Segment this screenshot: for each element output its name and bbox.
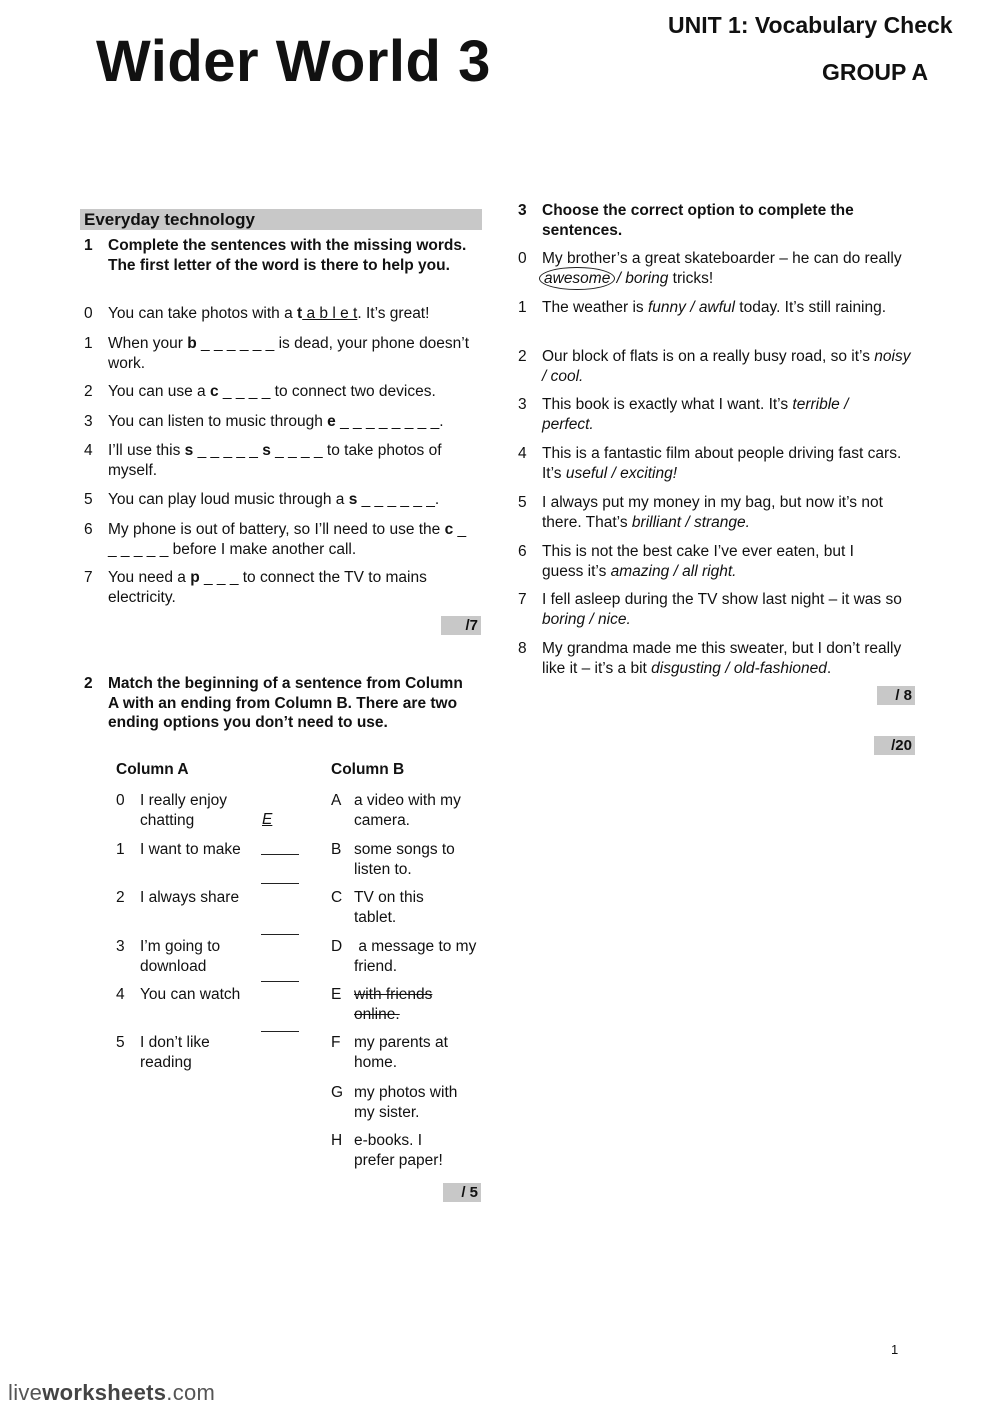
option-separator: / [681, 513, 694, 531]
option-separator: / [542, 367, 551, 385]
watermark-prefix: live [8, 1380, 43, 1405]
item-text: The weather is [542, 299, 648, 316]
answer-blank[interactable]: _ _ _ _ _ [193, 442, 263, 459]
answer-blank-line[interactable] [261, 981, 299, 982]
answer-blank-line[interactable] [261, 1031, 299, 1032]
item-text: a video with my camera. [354, 792, 461, 829]
item-text: . [439, 413, 444, 430]
ex1-item[interactable] [84, 441, 474, 481]
item-text: I’m going to download [140, 938, 221, 975]
item-text: I fell asleep during the TV show last night – it was so [542, 591, 902, 608]
watermark-suffix: .com [166, 1380, 216, 1405]
item-number: 0 [116, 792, 125, 809]
option-separator: / [585, 610, 599, 628]
item-number: 3 [518, 396, 527, 413]
item-number: 2 [518, 348, 527, 365]
item-number: 1 [84, 335, 93, 352]
answer-blank[interactable]: _ _ _ _ _ _ [357, 491, 435, 508]
watermark-bold: worksheets [42, 1380, 167, 1405]
option[interactable]: cool. [550, 367, 584, 385]
item-number: 5 [84, 491, 93, 508]
ex1-item[interactable] [84, 382, 474, 402]
item-text: tricks! [668, 269, 714, 287]
first-letter: s [348, 491, 358, 508]
item-number: 1 [116, 841, 125, 858]
ex2-score: / 5 [443, 1183, 481, 1202]
item-text: my photos with my sister. [354, 1084, 458, 1121]
item-number: 0 [518, 250, 527, 267]
item-number: 7 [84, 569, 93, 586]
option[interactable]: awful [698, 299, 735, 316]
item-text: You can use a [108, 383, 210, 400]
item-number: 5 [518, 494, 527, 511]
item-text: . [434, 491, 440, 508]
page-number: 1 [891, 1342, 899, 1357]
item-text: TV on this tablet. [354, 889, 424, 926]
ex1-number: 1 [84, 237, 93, 254]
item-number: 3 [116, 938, 125, 955]
option[interactable]: exciting! [620, 464, 678, 482]
option[interactable]: old-fashioned [733, 659, 827, 677]
circled-option: awesome [544, 269, 611, 287]
section-title: Everyday technology [80, 209, 482, 230]
item-text: to take photos of myself. [108, 442, 442, 479]
item-number: 1 [518, 299, 527, 316]
item-letter: G [331, 1084, 344, 1101]
item-letter: H [331, 1132, 343, 1149]
ex1-item[interactable] [84, 490, 474, 510]
item-text: I always share [140, 889, 240, 906]
answer-blank-line[interactable] [261, 854, 299, 855]
option[interactable]: terrible [792, 396, 840, 413]
answer-blank-line[interactable] [261, 883, 299, 884]
example-match-answer: E [262, 811, 273, 828]
item-text: to connect the TV to mains electricity. [108, 569, 427, 606]
item-number: 4 [84, 442, 93, 459]
item-text: When your [108, 335, 188, 352]
first-letter: b [187, 335, 197, 352]
item-number: 7 [518, 591, 527, 608]
ex2-instruction-text: Match the beginning of a sentence from Column A with an ending from Column B. There are two ending options you don’t need to use. [108, 675, 463, 731]
total-score: /20 [874, 736, 915, 755]
option[interactable]: noisy [874, 348, 911, 365]
ex1-item[interactable] [84, 334, 474, 374]
answer-blank-line[interactable] [261, 934, 299, 935]
answer-blank[interactable]: _ _ _ _ [218, 383, 271, 400]
ex1-item[interactable] [84, 568, 474, 608]
book-title: Wider World 3 [96, 29, 491, 94]
option[interactable]: perfect. [542, 415, 594, 433]
item-text: is dead, your phone doesn’t work. [108, 335, 470, 372]
item-number: 6 [518, 543, 527, 560]
answer-blank[interactable]: _ _ _ _ _ _ [196, 335, 275, 352]
item-number: 2 [116, 889, 125, 906]
item-text: You can take photos with a [108, 305, 298, 322]
item-text: I’ll use this [108, 442, 185, 459]
group-label: GROUP A [822, 59, 929, 85]
item-text: I always put my money in my bag, but now it’s not there. That’s [542, 494, 883, 531]
column-a-title: Column A [116, 761, 189, 778]
option-separator: / [685, 299, 699, 316]
item-text: a message to my friend. [354, 938, 481, 975]
item-number: 0 [84, 305, 93, 322]
unit-title: UNIT 1: Vocabulary Check [668, 12, 953, 38]
item-number: 4 [518, 445, 527, 462]
first-letter: e [327, 413, 336, 430]
option[interactable]: amazing [610, 562, 670, 580]
item-number: 2 [84, 383, 93, 400]
column-b-title: Column B [331, 761, 405, 778]
item-text: You can listen to music through [108, 413, 328, 430]
item-text: today. It’s still raining. [735, 299, 887, 316]
item-number: 6 [84, 521, 93, 538]
item-text: with friends online. [354, 986, 433, 1023]
ex1-item[interactable] [84, 520, 474, 560]
option[interactable]: funny [647, 299, 686, 316]
item-text: I don’t like reading [140, 1034, 210, 1071]
first-letter: c [444, 521, 454, 538]
item-number: 5 [116, 1034, 125, 1051]
ex3-instruction-text: Choose the correct option to complete the sentences. [542, 202, 854, 239]
ex1-item[interactable] [84, 412, 474, 432]
option[interactable]: disgusting [651, 659, 721, 677]
option[interactable]: nice. [598, 610, 631, 628]
item-text: to connect two devices. [270, 383, 436, 400]
option-separator: / [612, 269, 626, 287]
item-number: 8 [518, 640, 527, 657]
item-number: 4 [116, 986, 125, 1003]
item-number: 3 [84, 413, 93, 430]
option[interactable]: all right. [682, 562, 737, 580]
option-separator: / [669, 562, 683, 580]
first-letter: p [190, 569, 200, 586]
item-letter: A [331, 792, 342, 809]
answer-blank[interactable]: _ _ _ [199, 569, 239, 586]
option-separator: / [607, 464, 621, 482]
first-letter: t [297, 305, 303, 322]
example-answer: a b l e t [302, 305, 358, 322]
item-text: my parents at home. [354, 1034, 448, 1071]
item-text: You need a [108, 569, 191, 586]
item-text: I want to make [140, 841, 241, 858]
first-letter: s [184, 442, 194, 459]
option: boring [625, 269, 669, 287]
option[interactable]: strange. [693, 513, 750, 531]
item-text: This is a fantastic film about people driving fast cars. It’s [542, 445, 902, 482]
item-text: some songs to listen to. [354, 841, 455, 878]
item-letter: C [331, 889, 343, 906]
option-separator: / [839, 396, 849, 413]
item-letter: D [331, 938, 343, 955]
item-text: My phone is out of battery, so I’ll need to use the [108, 521, 445, 538]
item-text: I really enjoy chatting [140, 792, 228, 829]
item-text: This book is exactly what I want. It’s [542, 396, 793, 413]
first-letter: s [262, 442, 271, 459]
ex1-score: /7 [441, 616, 481, 635]
answer-blank[interactable]: _ _ _ _ _ _ _ _ [335, 413, 440, 430]
answer-blank[interactable]: _ _ _ _ _ _ [108, 521, 467, 558]
item-text: My brother’s a great skateboarder – he can do really [542, 250, 902, 267]
item-text: Our block of flats is on a really busy road, so it’s [542, 348, 875, 365]
ex1-instruction-text: Complete the sentences with the missing words. The first letter of the word is there to help you. [108, 237, 467, 274]
item-text: . [826, 659, 832, 677]
item-text: You can watch [140, 986, 241, 1003]
ex3-score: / 8 [877, 686, 915, 705]
ex2-number: 2 [84, 675, 93, 692]
item-text: e-books. I prefer paper! [354, 1132, 443, 1169]
option[interactable]: useful [565, 464, 608, 482]
item-text: This is not the best cake I’ve ever eaten, but I guess it’s [542, 543, 854, 580]
ex3-number: 3 [518, 202, 527, 219]
item-text: You can play loud music through a [108, 491, 349, 508]
item-text: before I make another call. [168, 540, 357, 558]
item-text: . It’s great! [357, 305, 430, 322]
option[interactable]: boring [542, 610, 586, 628]
watermark [8, 1380, 215, 1406]
item-letter: F [331, 1034, 341, 1051]
option-separator: / [720, 659, 734, 677]
item-text: My grandma made me this sweater, but I don’t really like it – it’s a bit [542, 640, 902, 677]
ex1-item [84, 304, 474, 324]
item-letter: B [331, 841, 342, 858]
option[interactable]: brilliant [631, 513, 682, 531]
first-letter: c [209, 383, 219, 400]
item-letter: E [331, 986, 342, 1003]
answer-blank[interactable]: _ _ _ _ [270, 442, 323, 459]
